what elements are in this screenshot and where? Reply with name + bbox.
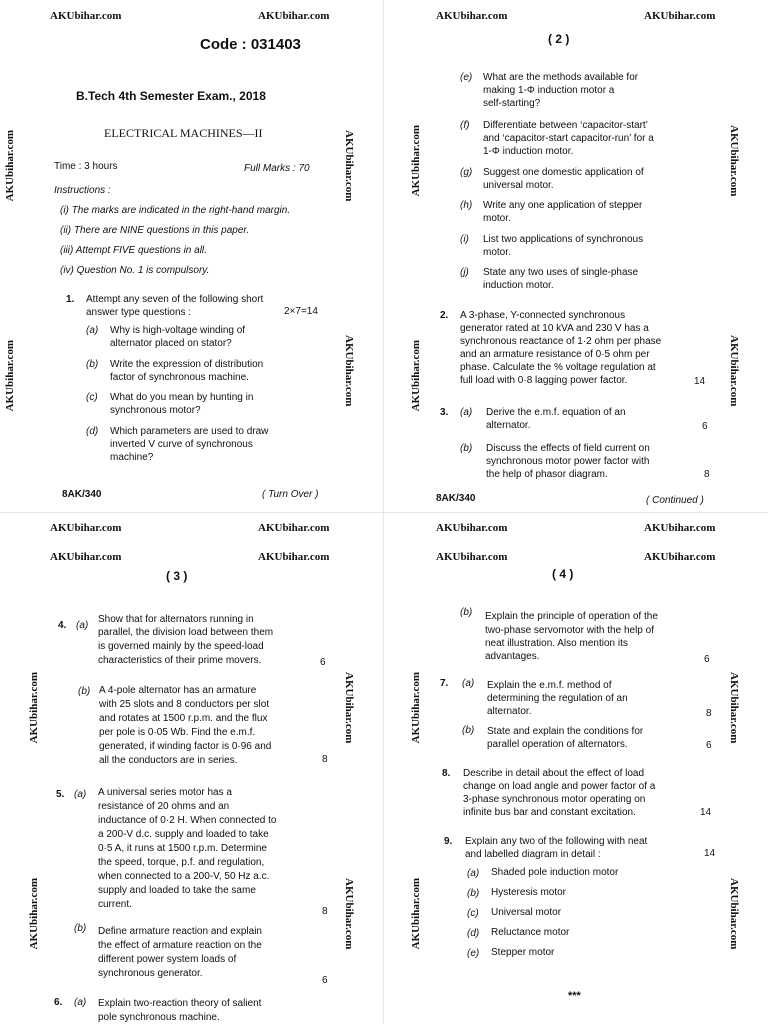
watermark: AKUbihar.com xyxy=(410,878,422,950)
part-label: (b) xyxy=(462,725,475,736)
part-label: (h) xyxy=(460,200,473,211)
part-text: advantages. xyxy=(485,651,540,662)
footer-code: 8AK/340 xyxy=(62,489,102,500)
part-text: universal motor. xyxy=(483,180,554,191)
watermark: AKUbihar.com xyxy=(644,10,716,22)
question-number: 6. xyxy=(54,997,63,1008)
page-number: ( 4 ) xyxy=(552,567,574,581)
part-label: (a) xyxy=(460,407,473,418)
question-marks: 6 xyxy=(322,975,328,986)
question-number: 4. xyxy=(58,620,67,631)
subject-title: ELECTRICAL MACHINES—II xyxy=(104,126,263,140)
part-label: (b) xyxy=(86,359,99,370)
part-text: What do you mean by hunting in xyxy=(110,392,254,403)
part-text: induction motor. xyxy=(483,280,554,291)
part-text: all the conductors are in series. xyxy=(99,755,238,766)
question-text: Explain any two of the following with neat xyxy=(465,836,648,847)
watermark: AKUbihar.com xyxy=(4,340,16,412)
watermark: AKUbihar.com xyxy=(644,551,716,563)
instructions-title: Instructions : xyxy=(54,185,111,196)
part-text: Discuss the effects of field current on xyxy=(486,443,650,454)
question-marks: 6 xyxy=(320,657,326,668)
question-text: infinite bus bar and constant excitation. xyxy=(463,807,636,818)
part-label: (a) xyxy=(467,868,480,879)
part-text: Which parameters are used to draw xyxy=(110,426,269,437)
part-text: 0·5 A, it runs at 1500 r.p.m. Determine xyxy=(98,843,267,854)
watermark: AKUbihar.com xyxy=(436,551,508,563)
page-divider-horizontal xyxy=(0,512,768,513)
part-text: machine? xyxy=(110,452,154,463)
watermark: AKUbihar.com xyxy=(50,10,122,22)
part-text: parallel operation of alternators. xyxy=(487,739,628,750)
question-text: A 3-phase, Y-connected synchronous xyxy=(460,310,626,321)
watermark: AKUbihar.com xyxy=(28,672,40,744)
part-label: (b) xyxy=(460,443,473,454)
part-text: 1-Φ induction motor. xyxy=(483,146,574,157)
full-marks: Full Marks : 70 xyxy=(244,163,310,174)
question-marks: 14 xyxy=(694,376,706,387)
watermark: AKUbihar.com xyxy=(728,335,740,407)
page-number: ( 3 ) xyxy=(166,569,188,583)
list-item: Hysteresis motor xyxy=(491,887,567,898)
part-text: motor. xyxy=(483,247,511,258)
part-text: Explain two-reaction theory of salient xyxy=(98,998,262,1009)
part-text: Suggest one domestic application of xyxy=(483,167,644,178)
part-label: (d) xyxy=(86,426,99,437)
part-text: self-starting? xyxy=(483,98,541,109)
question-text: answer type questions : xyxy=(86,307,192,318)
part-text: supply and loaded to take the same xyxy=(98,885,256,896)
part-text: Define armature reaction and explain xyxy=(98,926,262,937)
part-label: (d) xyxy=(467,928,480,939)
question-marks: 14 xyxy=(704,848,716,859)
part-text: A 4-pole alternator has an armature xyxy=(99,685,257,696)
part-text: with 25 slots and 8 conductors per slot xyxy=(99,699,270,710)
part-label: (a) xyxy=(74,997,87,1008)
part-text: inductance of 0·2 H. When connected to xyxy=(98,815,277,826)
watermark: AKUbihar.com xyxy=(728,672,740,744)
part-text: pole synchronous machine. xyxy=(98,1012,220,1023)
part-text: alternator placed on stator? xyxy=(110,338,232,349)
part-label: (b) xyxy=(78,686,91,697)
part-text: current. xyxy=(98,899,132,910)
list-item: Stepper motor xyxy=(491,947,555,958)
part-text: Differentiate between ‘capacitor-start’ xyxy=(483,120,648,131)
page-number: ( 2 ) xyxy=(548,32,570,46)
footer-note: ( Turn Over ) xyxy=(262,489,319,500)
watermark: AKUbihar.com xyxy=(50,551,122,563)
exam-time: Time : 3 hours xyxy=(54,161,118,172)
watermark: AKUbihar.com xyxy=(4,130,16,202)
instruction-item: (iv) Question No. 1 is compulsory. xyxy=(60,265,210,276)
question-marks: 8 xyxy=(706,708,712,719)
question-marks: 6 xyxy=(702,421,708,432)
instruction-item: (ii) There are NINE questions in this paper. xyxy=(60,225,250,236)
watermark: AKUbihar.com xyxy=(258,522,330,534)
part-text: determining the regulation of an xyxy=(487,693,628,704)
end-mark: *** xyxy=(568,990,581,1002)
question-marks: 6 xyxy=(706,740,712,751)
instruction-item: (iii) Attempt FIVE questions in all. xyxy=(60,245,207,256)
question-number: 5. xyxy=(56,789,65,800)
watermark: AKUbihar.com xyxy=(644,522,716,534)
part-text: State and explain the conditions for xyxy=(487,726,644,737)
part-text: alternator. xyxy=(486,420,531,431)
watermark: AKUbihar.com xyxy=(728,125,740,197)
watermark: AKUbihar.com xyxy=(728,878,740,950)
part-text: generated, if winding factor is 0·96 and xyxy=(99,741,272,752)
question-text: Describe in detail about the effect of load xyxy=(463,768,645,779)
exam-title: B.Tech 4th Semester Exam., 2018 xyxy=(76,89,266,103)
question-text: full load with 0·8 lagging power factor. xyxy=(460,375,628,386)
paper-code: Code : 031403 xyxy=(200,36,301,53)
part-text: Why is high-voltage winding of xyxy=(110,325,246,336)
watermark: AKUbihar.com xyxy=(343,130,355,202)
footer-note: ( Continued ) xyxy=(646,495,704,506)
part-label: (b) xyxy=(460,607,473,618)
part-label: (a) xyxy=(86,325,99,336)
part-text: Explain the e.m.f. method of xyxy=(487,680,612,691)
part-text: Write the expression of distribution xyxy=(110,359,264,370)
part-text: and ‘capacitor-start capacitor-run’ for a xyxy=(483,133,654,144)
part-text: the speed, torque, p.f. and regulation, xyxy=(98,857,265,868)
part-text: A universal series motor has a xyxy=(98,787,232,798)
part-text: different power system loads of xyxy=(98,954,237,965)
watermark: AKUbihar.com xyxy=(436,522,508,534)
part-label: (a) xyxy=(76,620,89,631)
part-label: (g) xyxy=(460,167,473,178)
part-text: Derive the e.m.f. equation of an xyxy=(486,407,626,418)
question-number: 9. xyxy=(444,836,453,847)
part-text: when connected to a 200-V, 50 Hz a.c. xyxy=(98,871,270,882)
watermark: AKUbihar.com xyxy=(343,672,355,744)
footer-code: 8AK/340 xyxy=(436,493,476,504)
watermark: AKUbihar.com xyxy=(410,340,422,412)
part-label: (a) xyxy=(462,678,475,689)
question-number: 1. xyxy=(66,294,75,305)
question-marks: 8 xyxy=(322,906,328,917)
part-label: (b) xyxy=(467,888,480,899)
part-text: the effect of armature reaction on the xyxy=(98,940,262,951)
part-label: (j) xyxy=(460,267,469,278)
part-label: (c) xyxy=(86,392,98,403)
part-text: neat illustration. Also mention its xyxy=(485,638,628,649)
part-text: synchronous motor power factor with xyxy=(486,456,650,467)
part-text: is governed mainly by the speed-load xyxy=(98,641,264,652)
question-marks: 2×7=14 xyxy=(284,306,318,317)
watermark: AKUbihar.com xyxy=(28,878,40,950)
part-text: Explain the principle of operation of the xyxy=(485,611,658,622)
watermark: AKUbihar.com xyxy=(258,10,330,22)
question-marks: 14 xyxy=(700,807,712,818)
part-text: and rotates at 1500 r.p.m. and the flux xyxy=(99,713,268,724)
question-text: change on load angle and power factor of a xyxy=(463,781,656,792)
part-text: Show that for alternators running in xyxy=(98,614,254,625)
part-text: motor. xyxy=(483,213,511,224)
question-number: 7. xyxy=(440,678,449,689)
instruction-item: (i) The marks are indicated in the right-hand margin. xyxy=(60,205,291,216)
list-item: Reluctance motor xyxy=(491,927,570,938)
part-label: (f) xyxy=(460,120,470,131)
part-text: synchronous motor? xyxy=(110,405,201,416)
question-number: 3. xyxy=(440,407,449,418)
list-item: Shaded pole induction motor xyxy=(491,867,619,878)
part-text: making 1-Φ induction motor a xyxy=(483,85,615,96)
list-item: Universal motor xyxy=(491,907,562,918)
watermark: AKUbihar.com xyxy=(436,10,508,22)
part-label: (c) xyxy=(467,908,479,919)
part-label: (e) xyxy=(467,948,480,959)
watermark: AKUbihar.com xyxy=(410,125,422,197)
part-text: two-phase servomotor with the help of xyxy=(485,625,654,636)
question-text: 3-phase synchronous motor operating on xyxy=(463,794,646,805)
watermark: AKUbihar.com xyxy=(343,878,355,950)
part-text: the help of phasor diagram. xyxy=(486,469,608,480)
part-text: Write any one application of stepper xyxy=(483,200,643,211)
question-text: generator rated at 10 kVA and 230 V has a xyxy=(460,323,649,334)
question-text: and an armature resistance of 0·5 ohm per xyxy=(460,349,650,360)
question-text: and labelled diagram in detail : xyxy=(465,849,601,860)
part-text: parallel, the division load between them xyxy=(98,627,274,638)
question-marks: 8 xyxy=(704,469,710,480)
part-text: characteristics of their prime movers. xyxy=(98,655,262,666)
part-label: (b) xyxy=(74,923,87,934)
watermark: AKUbihar.com xyxy=(343,335,355,407)
part-text: per pole is 0·05 Wb. Find the e.m.f. xyxy=(99,727,256,738)
part-text: inverted V curve of synchronous xyxy=(110,439,253,450)
question-number: 8. xyxy=(442,768,451,779)
part-text: alternator. xyxy=(487,706,532,717)
watermark: AKUbihar.com xyxy=(410,672,422,744)
part-text: What are the methods available for xyxy=(483,72,639,83)
question-marks: 8 xyxy=(322,754,328,765)
part-label: (i) xyxy=(460,234,469,245)
part-text: synchronous generator. xyxy=(98,968,203,979)
part-text: resistance of 20 ohms and an xyxy=(98,801,230,812)
question-marks: 6 xyxy=(704,654,710,665)
part-label: (a) xyxy=(74,789,87,800)
watermark: AKUbihar.com xyxy=(50,522,122,534)
part-label: (e) xyxy=(460,72,473,83)
watermark: AKUbihar.com xyxy=(258,551,330,563)
part-text: factor of synchronous machine. xyxy=(110,372,249,383)
question-text: synchronous reactance of 1·2 ohm per phase xyxy=(460,336,662,347)
part-text: List two applications of synchronous xyxy=(483,234,644,245)
part-text: a 200-V d.c. supply and loaded to take xyxy=(98,829,269,840)
question-text: phase. Calculate the % voltage regulation at xyxy=(460,362,656,373)
part-text: State any two uses of single-phase xyxy=(483,267,639,278)
question-text: Attempt any seven of the following short xyxy=(86,294,264,305)
question-number: 2. xyxy=(440,310,449,321)
